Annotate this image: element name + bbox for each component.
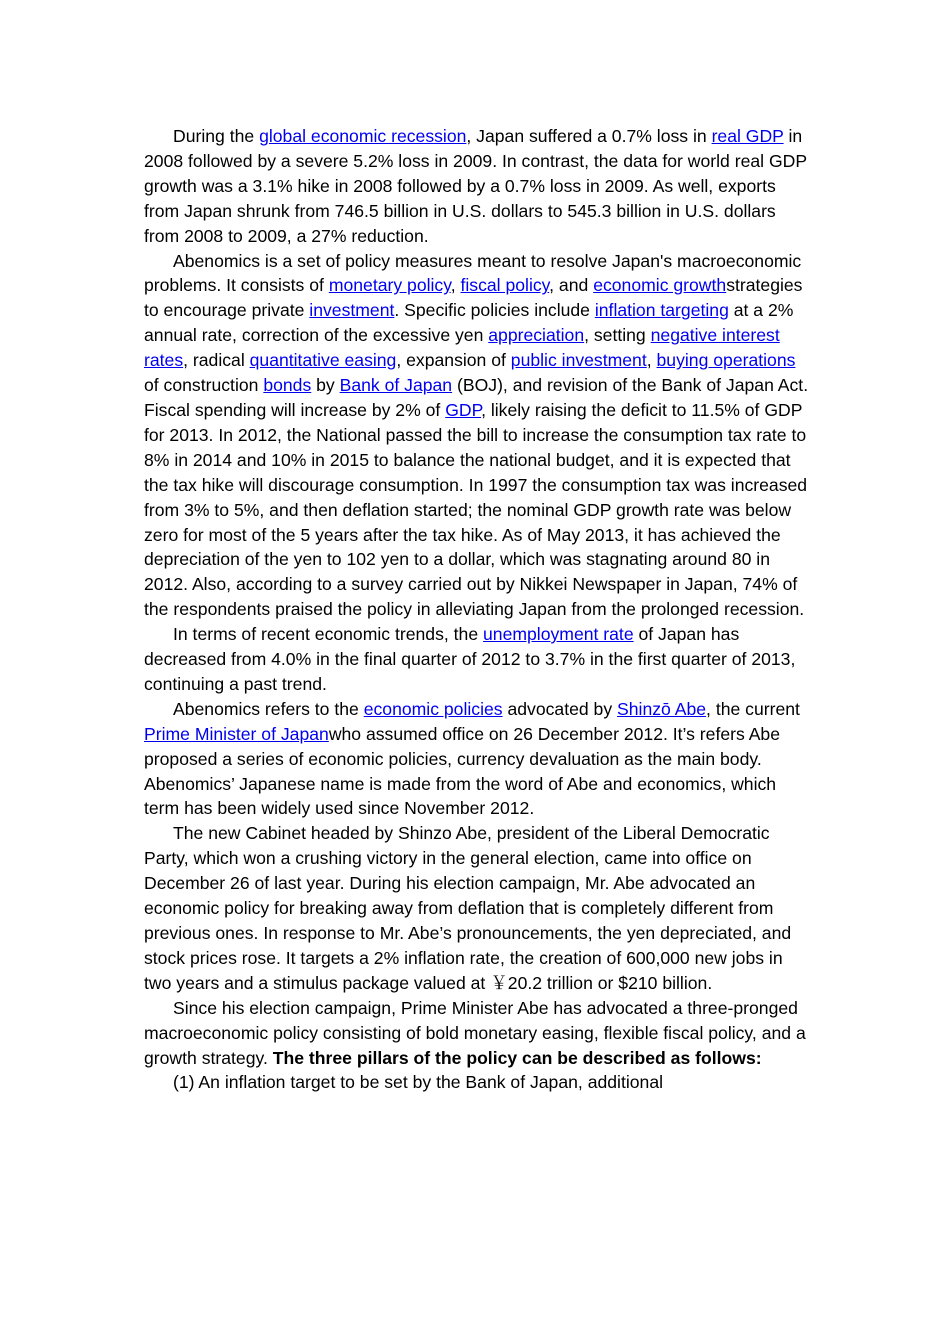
text-span: In terms of recent economic trends, the	[173, 624, 483, 645]
link-fiscal-policy[interactable]: fiscal policy	[460, 275, 550, 296]
paragraph-recession	[144, 124, 810, 249]
text-span: , Japan suffered a 0.7% loss in	[466, 126, 712, 146]
link-monetary-policy[interactable]: monetary policy	[328, 275, 451, 296]
link-public-investment[interactable]: public investment	[510, 350, 647, 371]
link-buying-operations[interactable]: buying operations	[656, 350, 796, 371]
text-span: , and	[549, 275, 594, 296]
text-span: Abenomics refers to the	[173, 698, 364, 719]
text-span: of construction	[144, 375, 264, 396]
text-span: in 2008 followed by a severe 5.2% loss in 2009. In contrast, the data for world real GDP growth was a 3.1% hike in 2008 followed by a 0.7% loss in 2009. As well, exports from Japan shrunk from 746.5 billion in U.S. dollars to 545.3 billion in U.S. dollars from 2008 to 2009, a 27% reduction.	[144, 126, 807, 246]
paragraph-inflation-target	[144, 1070, 810, 1095]
text-span: of Japan has decreased from 4.0% in the final quarter of 2012 to 3.7% in the first quarter of 2013, continuing a past trend.	[144, 624, 796, 694]
document-body	[144, 124, 810, 1095]
paragraph-unemployment	[144, 622, 810, 697]
paragraph-three-pillars	[144, 996, 810, 1071]
link-bank-of-japan[interactable]: Bank of Japan	[339, 375, 453, 396]
link-shinzo-abe[interactable]: Shinzō Abe	[617, 698, 707, 719]
link-economic-growth[interactable]: economic growth	[593, 275, 727, 296]
link-prime-minister-of-japan[interactable]: Prime Minister of Japan	[144, 723, 329, 744]
link-unemployment-rate[interactable]: unemployment rate	[483, 624, 634, 645]
text-span: at a 2% annual rate, correction of the excessive yen	[144, 300, 794, 346]
paragraph-abenomics-measures	[144, 249, 810, 623]
text-span: , the current	[706, 698, 800, 719]
text-span: (BOJ), and revision of the Bank of Japan Act. Fiscal spending will increase by 2% of	[144, 375, 809, 420]
text-span: , radical	[183, 350, 250, 371]
text-span: by	[311, 375, 340, 396]
text-span: (1) An inflation target to be set by the Bank of Japan, additional	[173, 1072, 664, 1093]
link-global-economic-recession[interactable]: global economic recession	[259, 126, 467, 146]
text-span: Abenomics is a set of policy measures meant to resolve Japan's macroeconomic problems. It consists of	[144, 250, 802, 296]
text-span: , setting	[584, 325, 651, 346]
paragraph-new-cabinet	[144, 821, 810, 995]
text-span: During the	[173, 126, 260, 146]
link-investment[interactable]: investment	[309, 300, 395, 321]
link-real-gdp[interactable]: real GDP	[711, 126, 784, 146]
text-span: Since his election campaign, Prime Minister Abe has advocated a three-pronged macroeconomic policy consisting of bold monetary easing, flexible fiscal policy, and a growth strategy.	[144, 997, 806, 1068]
text-span: strategies to encourage private	[144, 275, 803, 321]
text-span: who assumed office on 26 December 2012. It’s refers Abe proposed a series of economic policies, currency devaluation as the main body. Abenomics’ Japanese name is made from the word of Abe and economics, which term has been widely used since November 2012.	[144, 723, 780, 819]
text-span: , likely raising the deficit to 11.5% of GDP for 2013. In 2012, the National passed the bill to increase the consumption tax rate to 8% in 2014 and 10% in 2015 to balance the national budget, and it is expected that the tax hike will discourage consumption. In 1997 the consumption tax was increased from 3% to 5%, and then deflation started; the nominal GDP growth rate was below zero for most of the 5 years after the tax hike. As of May 2013, it has achieved the depreciation of the yen to 102 yen to a dollar, which was stagnating around 80 in 2012. Also, according to a survey carried out by Nikkei Newspaper in Japan, 74% of the respondents praised the policy in alleviating Japan from the prolonged recession.	[144, 399, 808, 620]
link-appreciation[interactable]: appreciation	[488, 325, 585, 346]
link-gdp[interactable]: GDP	[445, 399, 482, 420]
text-span: The new Cabinet headed by Shinzo Abe, president of the Liberal Democratic Party, which won a crushing victory in the general election, came into office on December 26 of last year. During his election campaign, Mr. Abe advocated an economic policy for breaking away from deflation that is completely different from previous ones. In response to Mr. Abe’s pronouncements, the yen depreciated, and stock prices rose. It targets a 2% inflation rate, the creation of 600,000 new jobs in two years and a stimulus package valued at ￥20.2 trillion or $210 billion.	[144, 823, 792, 993]
link-bonds[interactable]: bonds	[263, 375, 312, 396]
text-span: , expansion of	[396, 350, 511, 371]
paragraph-abenomics-definition	[144, 697, 810, 822]
bold-text: The three pillars of the policy can be described as follows:	[272, 1047, 762, 1068]
link-quantitative-easing[interactable]: quantitative easing	[249, 350, 397, 371]
link-inflation-targeting[interactable]: inflation targeting	[594, 300, 729, 321]
text-span: advocated by	[502, 698, 618, 719]
link-economic-policies[interactable]: economic policies	[363, 698, 503, 719]
link-negative-interest-rates[interactable]: negative interest rates	[144, 325, 780, 371]
text-span: ,	[450, 275, 461, 296]
text-span: ,	[646, 350, 657, 371]
text-span: . Specific policies include	[394, 300, 595, 321]
